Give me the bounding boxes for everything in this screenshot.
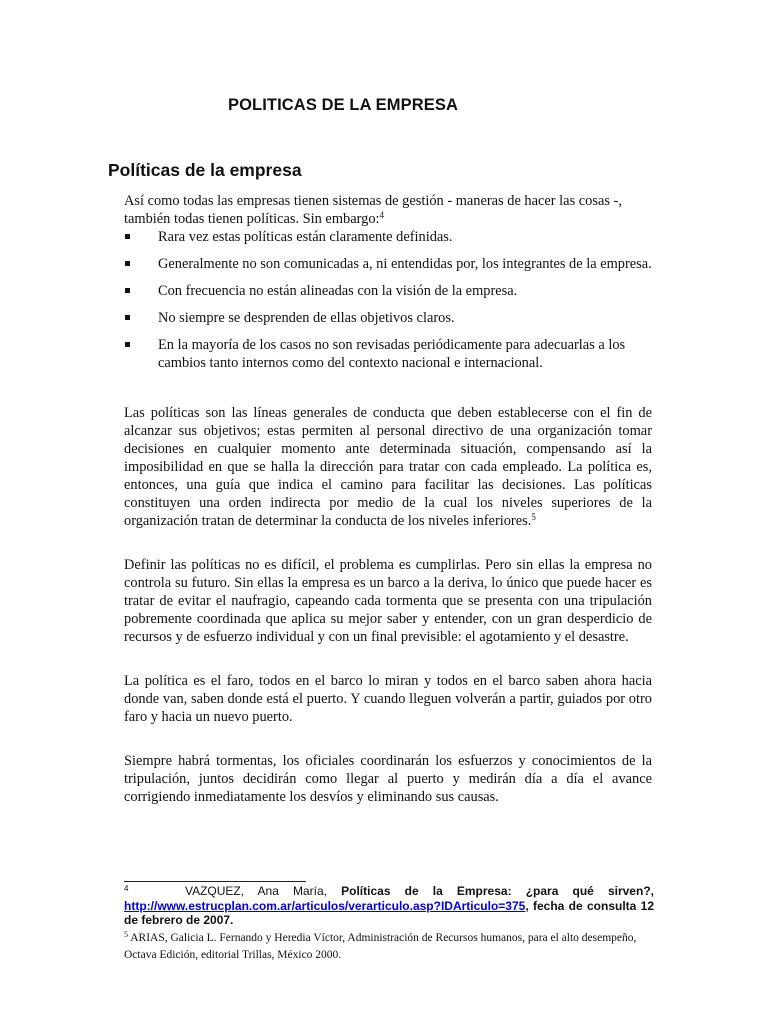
square-bullet-icon <box>125 315 130 320</box>
list-item <box>124 309 654 327</box>
bullet-text: En la mayoría de los casos no son revisadas periódicamente para adecuarlas a los cambios tanto internos como del contexto nacional e internacional. <box>158 337 626 371</box>
footnote-date: , fecha de consulta 12 de febrero de 2007. <box>124 898 654 927</box>
paragraph-text: La política es el faro, todos en el barco lo miran y todos en el barco saben ahora hacia donde van, saben donde está el puerto. Y cuando lleguen volverán a partir, guiados por otro faro y hacia un nuevo puerto. <box>124 673 652 725</box>
paragraph-text: Siempre habrá tormentas, los oficiales coordinarán los esfuerzos y conocimientos de la tripulación, juntos decidirán como llegar al puerto y medirán día a día el avance corrigiendo inmediatamente los desvíos y eliminando sus causas. <box>124 753 652 805</box>
intro-text: Así como todas las empresas tienen sistemas de gestión - maneras de hacer las cosas -, también todas tienen políticas. Sin embargo: <box>124 193 622 227</box>
footnote-text: ARIAS, Galicia L. Fernando y Heredia Víctor, Administración de Recursos humanos, para el alto desempeño, Octava Edición, editorial Trillas, México 2000. <box>124 932 637 961</box>
bullet-text: Con frecuencia no están alineadas con la visión de la empresa. <box>158 283 518 299</box>
list-item <box>124 255 654 273</box>
square-bullet-icon <box>125 261 130 266</box>
section-heading: Políticas de la empresa <box>108 160 302 180</box>
paragraph-policies-definition <box>124 404 652 530</box>
bullet-text: Generalmente no son comunicadas a, ni entendidas por, los integrantes de la empresa. <box>158 256 652 272</box>
paragraph-lighthouse <box>124 672 652 726</box>
square-bullet-icon <box>125 342 130 347</box>
footnote-link[interactable]: http://www.estrucplan.com.ar/articulos/verarticulo.asp?IDArticulo=375 <box>124 898 526 913</box>
footnote-ref-4[interactable]: 4 <box>379 210 385 220</box>
list-item <box>124 336 654 372</box>
bullet-text: No siempre se desprenden de ellas objetivos claros. <box>158 310 455 326</box>
footnote-number: 4 <box>124 884 129 893</box>
footnote-ref-5[interactable]: 5 <box>531 512 536 522</box>
footnote-author: VAZQUEZ, Ana María, <box>184 884 342 898</box>
bullet-list <box>124 228 654 381</box>
footnote-5 <box>124 930 654 964</box>
footnote-work-title: Políticas de la Empresa: ¿para qué sirven?, <box>341 884 654 898</box>
footnote-separator <box>124 881 306 882</box>
paragraph-storms <box>124 752 652 806</box>
list-item <box>124 282 654 300</box>
document-title: POLITICAS DE LA EMPRESA <box>228 96 458 114</box>
square-bullet-icon <box>125 288 130 293</box>
paragraph-text: Definir las políticas no es difícil, el problema es cumplirlas. Pero sin ellas la empresa no controla su futuro. Sin ellas la empresa es un barco a la deriva, lo único que puede hacer es tratar de evitar el naufragio, capeando cada tormenta que se presenta con una tripulación pobremente coordinada que aplica su mejor saber y entender, con un gran desperdicio de recursos y de esfuerzo individual y con un final previsible: el agotamiento y el desastre. <box>124 557 652 645</box>
list-item <box>124 228 654 246</box>
square-bullet-icon <box>125 234 130 239</box>
bullet-text: Rara vez estas políticas están claramente definidas. <box>158 229 453 245</box>
paragraph-defining-policies <box>124 556 652 646</box>
footnote-4 <box>124 884 654 928</box>
intro-paragraph <box>124 192 652 228</box>
paragraph-text: Las políticas son las líneas generales de conducta que deben establecerse con el fin de alcanzar sus objetivos; estas permiten al personal directivo de una organización tomar decisiones en cualquier momento ante determinada situación, compensando así la imposibilidad en que se halla la dirección para tratar con cada empleado. La política es, entonces, una guía que indica el camino para facilitar las decisiones. Las políticas constituyen una orden indirecta por medio de la cual los niveles superiores de la organización tratan de determinar la conducta de los niveles inferiores. <box>124 405 652 529</box>
footnote-number: 5 <box>124 930 128 939</box>
